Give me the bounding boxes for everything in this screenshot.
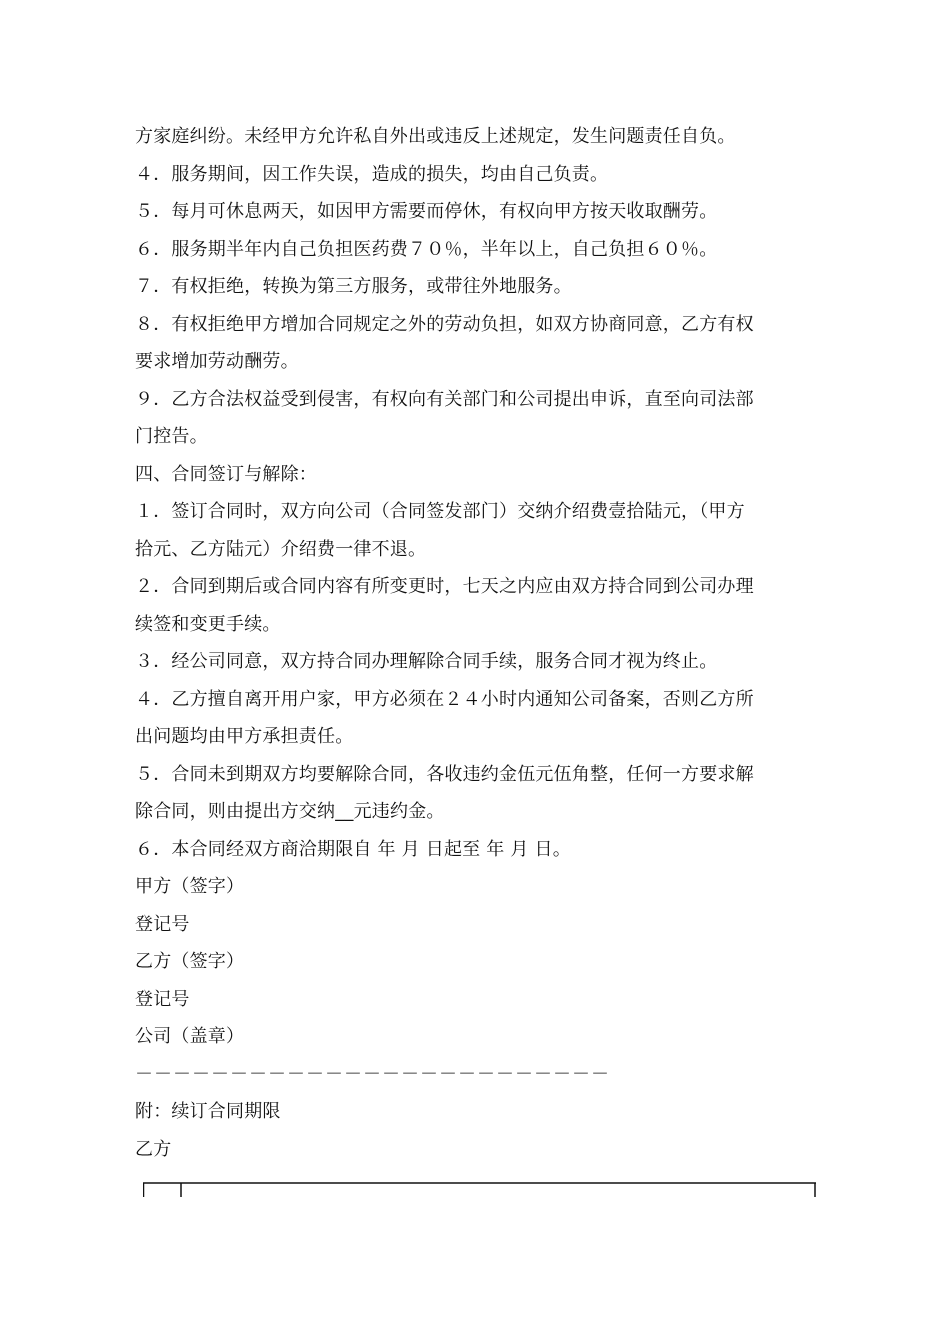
dash-separator: －－－－－－－－－－－－－－－－－－－－－－－－－ — [135, 1063, 610, 1085]
appendix-title: 附：续订合同期限 — [135, 1101, 281, 1122]
section4-clause-3: ３．经公司同意，双方持合同办理解除合同手续，服务合同才视为终止。 — [135, 651, 718, 672]
text-line: 方家庭纠纷。未经甲方允许私自外出或违反上述规定，发生问题责任自负。 — [135, 126, 736, 147]
party-a-signature: 甲方（签字） — [135, 876, 245, 897]
clause-9: ９．乙方合法权益受到侵害，有权向有关部门和公司提出申诉，直至向司法部 — [135, 388, 754, 410]
clause-8: ８．有权拒绝甲方增加合同规定之外的劳动负担，如双方协商同意，乙方有权 — [135, 313, 754, 335]
document-body — [135, 118, 815, 1168]
section4-clause-1-continued: 拾元、乙方陆元）介绍费一律不退。 — [135, 538, 427, 560]
company-seal: 公司（盖章） — [135, 1026, 245, 1047]
section4-clause-4: ４．乙方擅自离开用户家，甲方必须在２４小时内通知公司备案，否则乙方所 — [135, 688, 754, 710]
clause-8-continued: 要求增加劳动酬劳。 — [135, 351, 299, 372]
section4-clause-2-continued: 续签和变更手续。 — [135, 613, 281, 635]
party-b-registration: 登记号 — [135, 988, 190, 1010]
section4-clause-6: ６．本合同经双方商洽期限自 年 月 日起至 年 月 日。 — [135, 838, 571, 860]
clause-9-continued: 门控告。 — [135, 426, 208, 447]
section4-clause-5-continued: 除合同，则由提出方交纳__元违约金。 — [135, 801, 445, 822]
section4-clause-4-continued: 出问题均由甲方承担责任。 — [135, 726, 354, 747]
clause-6: ６．服务期半年内自己负担医药费７０％，半年以上，自己负担６０％。 — [135, 238, 718, 260]
party-b-label: 乙方 — [135, 1138, 172, 1160]
clause-7: ７．有权拒绝，转换为第三方服务，或带往外地服务。 — [135, 276, 572, 297]
section4-clause-1: １．签订合同时，双方向公司（合同签发部门）交纳介绍费壹拾陆元，（甲方 — [135, 501, 745, 522]
party-a-registration: 登记号 — [135, 913, 190, 935]
renewal-table-top-border — [143, 1181, 816, 1197]
section4-clause-5: ５．合同未到期双方均要解除合同，各收违约金伍元伍角整，任何一方要求解 — [135, 763, 754, 785]
section4-clause-2: ２．合同到期后或合同内容有所变更时，七天之内应由双方持合同到公司办理 — [135, 576, 754, 597]
party-b-signature: 乙方（签字） — [135, 951, 245, 972]
table-border-lines — [143, 1181, 816, 1197]
section-heading: 四、合同签订与解除： — [135, 463, 317, 485]
clause-4: ４．服务期间，因工作失误，造成的损失，均由自己负责。 — [135, 163, 609, 185]
clause-5: ５．每月可休息两天，如因甲方需要而停休，有权向甲方按天收取酬劳。 — [135, 201, 718, 222]
